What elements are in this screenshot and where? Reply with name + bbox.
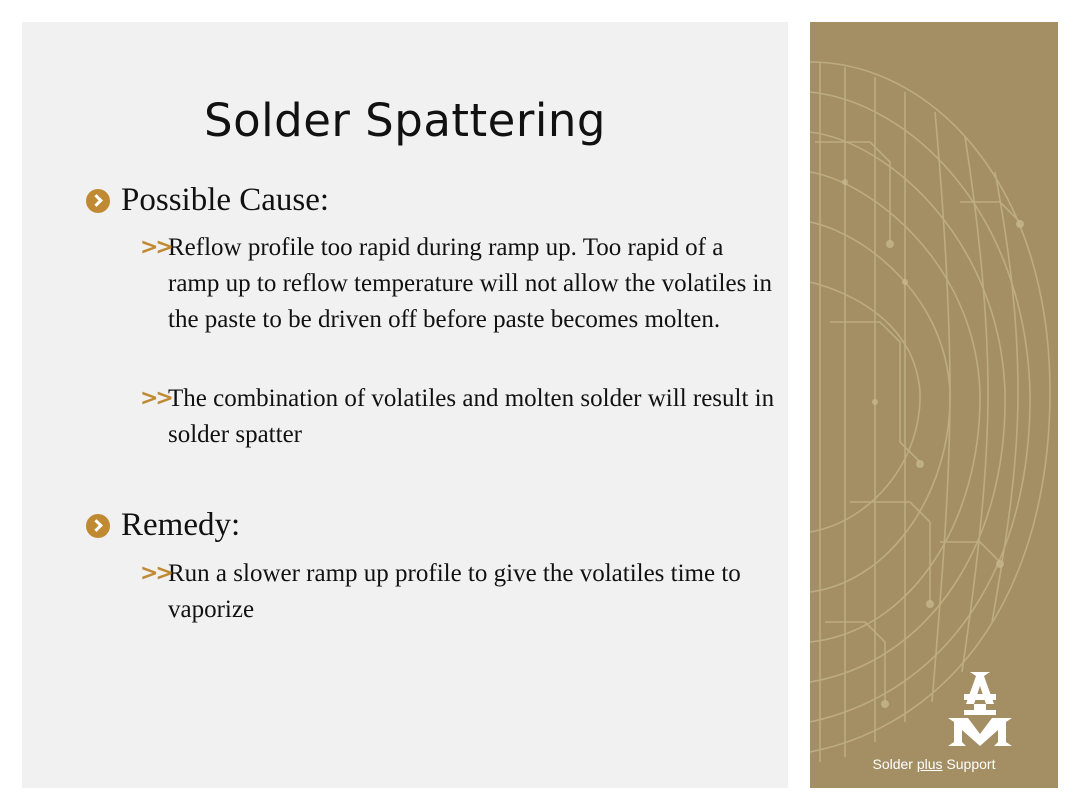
- double-chevron-icon: >>: [140, 235, 171, 260]
- slide-content: [22, 22, 788, 788]
- bullet-text: Run a slower ramp up profile to give the volatiles time to vaporize: [168, 560, 741, 623]
- slide-title: Solder Spattering: [204, 94, 606, 147]
- double-chevron-icon: >>: [140, 561, 171, 586]
- tagline-text: Support: [942, 756, 996, 772]
- chevron-circle-icon: [86, 514, 110, 538]
- aim-logo: [940, 670, 1020, 748]
- circuit-globe-graphic: [810, 22, 1058, 788]
- double-chevron-icon: >>: [140, 386, 171, 411]
- tagline-plus: plus: [916, 756, 943, 772]
- section-heading-cause: [86, 182, 329, 219]
- chevron-circle-icon: [86, 189, 110, 213]
- bullet-text: The combination of volatiles and molten solder will result in solder spatter: [168, 385, 775, 448]
- bullet-item: [140, 230, 780, 338]
- brand-tagline: [810, 756, 1058, 772]
- bullet-text: Reflow profile too rapid during ramp up. Too rapid of a ramp up to reflow temperature will not allow the volatiles in the paste to be driven off before paste becomes molten.: [168, 234, 773, 333]
- bullet-item: [140, 556, 780, 628]
- bullet-item: [140, 381, 780, 453]
- section-heading-remedy: [86, 507, 240, 544]
- tagline-text: Solder: [872, 756, 917, 772]
- brand-panel: [810, 22, 1058, 788]
- section-heading-text: Possible Cause:: [121, 182, 330, 218]
- section-heading-text: Remedy:: [121, 507, 241, 543]
